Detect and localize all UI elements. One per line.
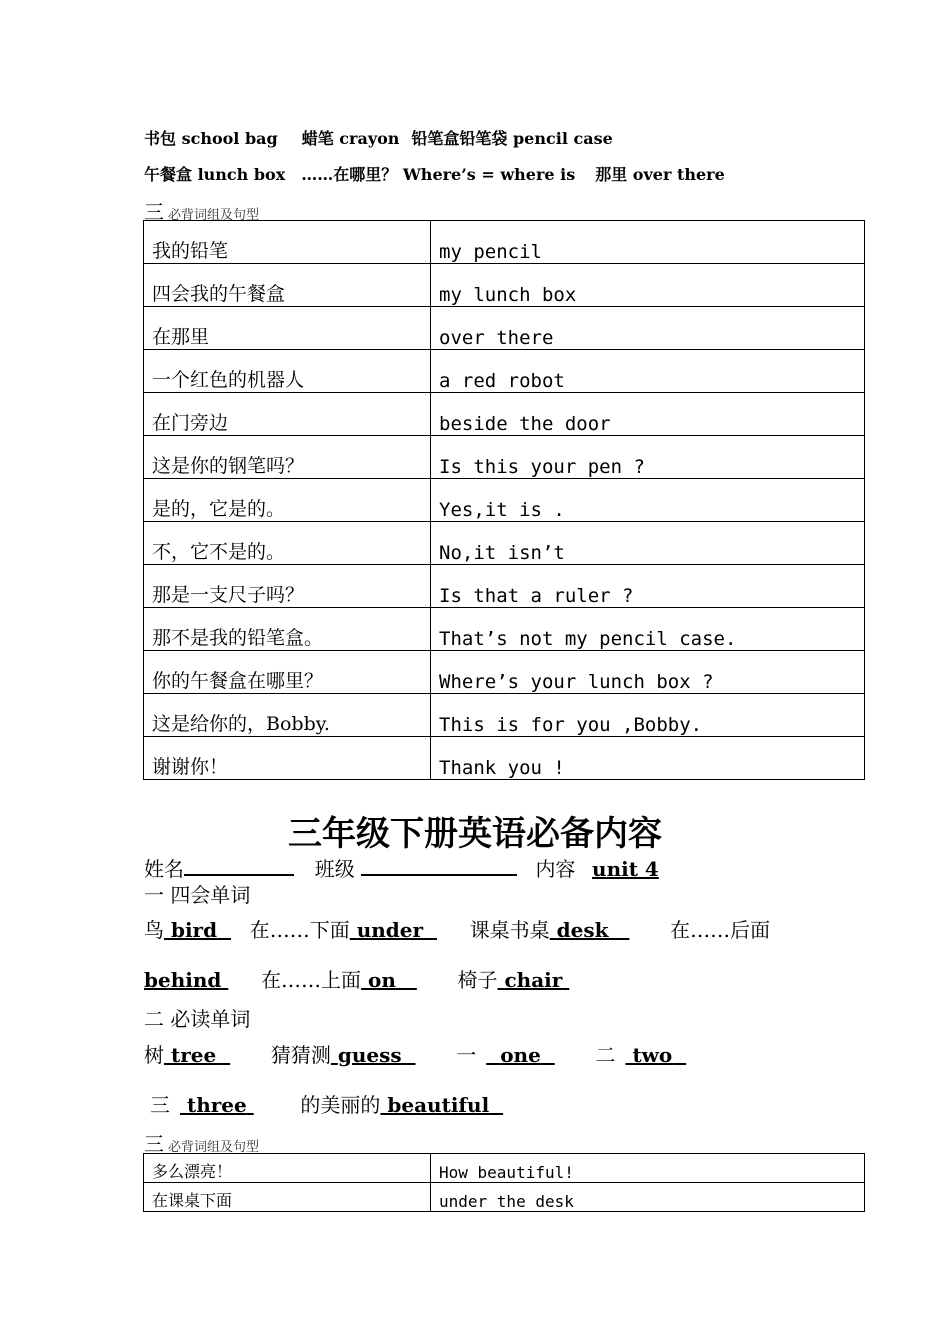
chinese-cell: 在课桌下面 bbox=[144, 1183, 431, 1212]
english-cell: my pencil bbox=[431, 221, 865, 264]
table-row bbox=[144, 350, 865, 393]
section-label: 必背词组及句型 bbox=[168, 1140, 260, 1155]
word-en: tree bbox=[170, 1043, 217, 1067]
four-skill-words-line-1 bbox=[144, 914, 770, 943]
vocab-item: ……在哪里？ Where’s = where is bbox=[301, 165, 576, 184]
word-zh: 在……下面 bbox=[249, 918, 350, 942]
word-en: bird bbox=[170, 918, 218, 942]
word-en: on bbox=[368, 968, 396, 992]
read-words-line-1 bbox=[144, 1039, 686, 1068]
english-cell: my lunch box bbox=[431, 264, 865, 307]
vocab-item: 午餐盒 lunch box bbox=[144, 165, 286, 184]
word-zh: 猜猜测 bbox=[270, 1043, 331, 1067]
vocab-line-1 bbox=[144, 126, 613, 149]
class-blank bbox=[361, 856, 517, 876]
english-cell: a red robot bbox=[431, 350, 865, 393]
table-row bbox=[144, 694, 865, 737]
content-value: unit 4 bbox=[592, 857, 659, 881]
word-zh: 三 bbox=[150, 1093, 170, 1117]
content-label: 内容 bbox=[535, 857, 576, 881]
vocab-item: 蜡笔 crayon bbox=[301, 129, 400, 148]
four-skill-words-line-2 bbox=[144, 964, 569, 993]
chinese-cell: 你的午餐盒在哪里？ bbox=[144, 651, 431, 694]
vocab-item: 书包 school bag bbox=[144, 129, 278, 148]
page-title: 三年级下册英语必备内容 bbox=[288, 814, 662, 854]
table-row bbox=[144, 307, 865, 350]
chinese-cell: 多么漂亮！ bbox=[144, 1154, 431, 1183]
chinese-cell: 不，它不是的。 bbox=[144, 522, 431, 565]
table-row bbox=[144, 1154, 865, 1183]
english-cell: No,it isn’t bbox=[431, 522, 865, 565]
word-en: three bbox=[186, 1093, 247, 1117]
english-cell: over there bbox=[431, 307, 865, 350]
table-row bbox=[144, 393, 865, 436]
english-cell: This is for you ,Bobby. bbox=[431, 694, 865, 737]
vocab-line-2 bbox=[144, 162, 725, 185]
phrases-table-unit4 bbox=[143, 1153, 865, 1212]
name-label: 姓名 bbox=[144, 857, 184, 881]
section-heading-four-skill-words: 一 四会单词 bbox=[144, 883, 251, 907]
word-en: behind bbox=[144, 968, 222, 992]
chinese-cell: 是的，它是的。 bbox=[144, 479, 431, 522]
word-zh: 一 bbox=[456, 1043, 477, 1067]
chinese-cell: 那不是我的铅笔盒。 bbox=[144, 608, 431, 651]
table-row bbox=[144, 565, 865, 608]
word-zh: 课桌书桌 bbox=[469, 918, 550, 942]
english-cell: Is this your pen ? bbox=[431, 436, 865, 479]
word-en: beautiful bbox=[387, 1093, 490, 1117]
chinese-cell: 在门旁边 bbox=[144, 393, 431, 436]
chinese-cell: 四会我的午餐盒 bbox=[144, 264, 431, 307]
table-row bbox=[144, 737, 865, 780]
section-number: 三 bbox=[144, 200, 164, 224]
read-words-line-2 bbox=[150, 1089, 503, 1118]
word-zh: 二 bbox=[595, 1043, 616, 1067]
phrases-table bbox=[143, 220, 865, 780]
chinese-cell: 这是你的钢笔吗？ bbox=[144, 436, 431, 479]
chinese-cell: 我的铅笔 bbox=[144, 221, 431, 264]
english-cell: Where’s your lunch box ? bbox=[431, 651, 865, 694]
chinese-cell: 在那里 bbox=[144, 307, 431, 350]
word-en: chair bbox=[504, 968, 563, 992]
table-row bbox=[144, 436, 865, 479]
table-row bbox=[144, 522, 865, 565]
english-cell: under the desk bbox=[431, 1183, 865, 1212]
section-label: 必背词组及句型 bbox=[168, 208, 260, 223]
word-zh: 椅子 bbox=[457, 968, 498, 992]
word-zh: 鸟 bbox=[144, 918, 164, 942]
english-cell: Is that a ruler ? bbox=[431, 565, 865, 608]
english-cell: Yes,it is . bbox=[431, 479, 865, 522]
word-en: under bbox=[356, 918, 424, 942]
table-row bbox=[144, 608, 865, 651]
table-row bbox=[144, 1183, 865, 1212]
english-cell: Thank you ! bbox=[431, 737, 865, 780]
word-en: desk bbox=[556, 918, 609, 942]
word-zh: 的美丽的 bbox=[300, 1093, 381, 1117]
word-en: one bbox=[500, 1043, 541, 1067]
english-cell: That’s not my pencil case. bbox=[431, 608, 865, 651]
section-heading-read-words: 二 必读单词 bbox=[144, 1007, 251, 1031]
chinese-cell: 谢谢你！ bbox=[144, 737, 431, 780]
word-en: guess bbox=[337, 1043, 402, 1067]
english-cell: beside the door bbox=[431, 393, 865, 436]
chinese-cell: 一个红色的机器人 bbox=[144, 350, 431, 393]
table-row bbox=[144, 479, 865, 522]
table-row bbox=[144, 651, 865, 694]
student-info-line bbox=[144, 853, 675, 882]
section-number: 三 bbox=[144, 1132, 164, 1156]
word-zh: 树 bbox=[144, 1043, 164, 1067]
vocab-item: 那里 over there bbox=[595, 165, 725, 184]
word-zh: 在……后面 bbox=[670, 918, 771, 942]
table-row bbox=[144, 264, 865, 307]
class-label: 班级 bbox=[314, 857, 355, 881]
chinese-cell: 这是给你的，Bobby. bbox=[144, 694, 431, 737]
word-en: two bbox=[632, 1043, 673, 1067]
vocab-item: 铅笔盒铅笔袋 pencil case bbox=[411, 129, 613, 148]
chinese-cell: 那是一支尺子吗？ bbox=[144, 565, 431, 608]
name-blank bbox=[184, 856, 294, 876]
english-cell: How beautiful! bbox=[431, 1154, 865, 1183]
table-row bbox=[144, 221, 865, 264]
word-zh: 在……上面 bbox=[261, 968, 362, 992]
